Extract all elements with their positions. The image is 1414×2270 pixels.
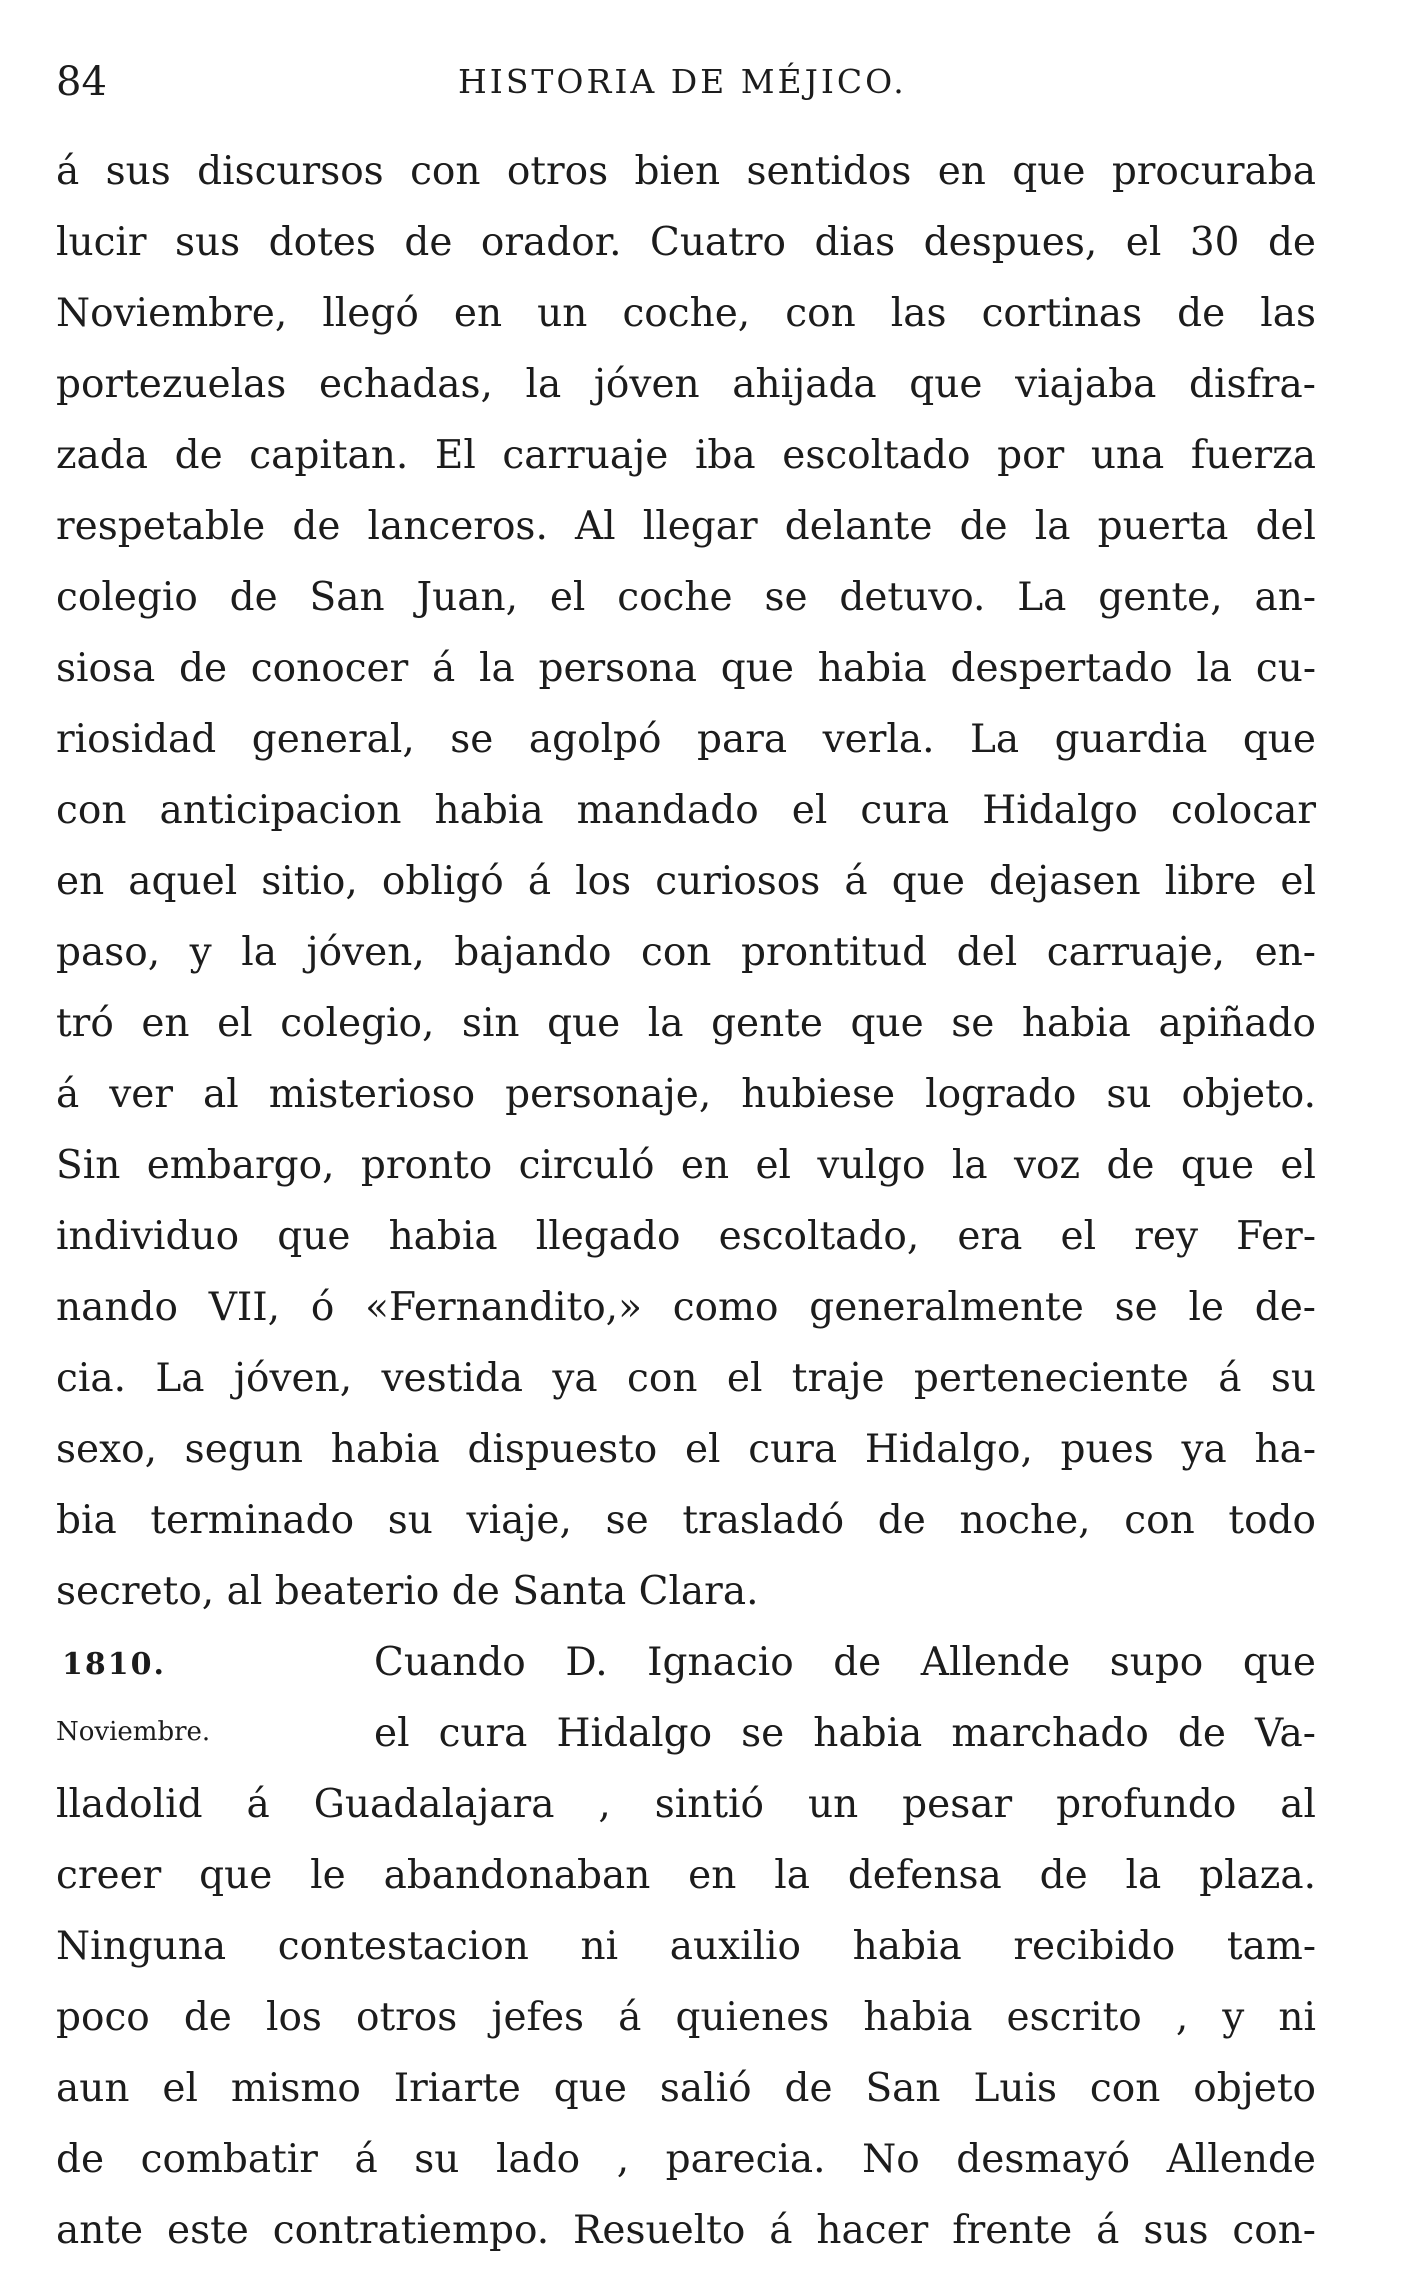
text-line: de combatir á su lado , parecia. No desmayó Allende: [56, 2137, 1316, 2182]
paragraph-2: [56, 1627, 1316, 2266]
text-line: bia terminado su viaje, se trasladó de noche, con todo: [56, 1498, 1316, 1543]
text-line: nando VII, ó «Fernandito,» como generalmente se le de-: [56, 1285, 1316, 1330]
text-line: Ninguna contestacion ni auxilio habia recibido tam-: [56, 1924, 1316, 1969]
text-line: cia. La jóven, vestida ya con el traje perteneciente á su: [56, 1356, 1316, 1401]
text-line: lucir sus dotes de orador. Cuatro dias despues, el 30 de: [56, 220, 1316, 265]
text-line: con anticipacion habia mandado el cura Hidalgo colocar: [56, 788, 1316, 833]
text-line: paso, y la jóven, bajando con prontitud del carruaje, en-: [56, 930, 1316, 975]
text-line: sexo, segun habia dispuesto el cura Hidalgo, pues ya ha-: [56, 1427, 1316, 1472]
page-number: 84: [56, 59, 107, 105]
sidenote-line: [56, 1627, 1316, 1698]
text-line: aun el mismo Iriarte que salió de San Luis con objeto: [56, 2066, 1316, 2111]
text-line: tró en el colegio, sin que la gente que se habia apiñado: [56, 1001, 1316, 1046]
paragraph-1: [56, 136, 1316, 1627]
running-title: HISTORIA DE MÉJICO.: [458, 62, 907, 101]
text-line: en aquel sitio, obligó á los curiosos á que dejasen libre el: [56, 859, 1316, 904]
text-line: creer que le abandonaban en la defensa de la plaza.: [56, 1853, 1316, 1898]
sidenote-line: [56, 1698, 1316, 1769]
text-line: poco de los otros jefes á quienes habia escrito , y ni: [56, 1995, 1316, 2040]
text-line: riosidad general, se agolpó para verla. La guardia que: [56, 717, 1316, 762]
text-line: el cura Hidalgo se habia marchado de Va-: [374, 1711, 1316, 1756]
text-line: siosa de conocer á la persona que habia despertado la cu-: [56, 646, 1316, 691]
sidenote-year: 1810.: [62, 1647, 166, 1682]
text-line: portezuelas echadas, la jóven ahijada que viajaba disfra-: [56, 362, 1316, 407]
body-text: [56, 136, 1316, 2266]
text-line: á sus discursos con otros bien sentidos en que procuraba: [56, 149, 1316, 194]
text-line: zada de capitan. El carruaje iba escoltado por una fuerza: [56, 433, 1316, 478]
text-line: Sin embargo, pronto circuló en el vulgo la voz de que el: [56, 1143, 1316, 1188]
text-line: Cuando D. Ignacio de Allende supo que: [374, 1640, 1316, 1685]
text-line: colegio de San Juan, el coche se detuvo. La gente, an-: [56, 575, 1316, 620]
page-header: [56, 52, 1356, 112]
sidenote-month: Noviembre.: [56, 1717, 211, 1747]
text-line: ante este contratiempo. Resuelto á hacer frente á sus con-: [56, 2208, 1316, 2253]
text-line: Noviembre, llegó en un coche, con las cortinas de las: [56, 291, 1316, 336]
text-line: lladolid á Guadalajara , sintió un pesar profundo al: [56, 1782, 1316, 1827]
text-line: individuo que habia llegado escoltado, era el rey Fer-: [56, 1214, 1316, 1259]
text-line: respetable de lanceros. Al llegar delante de la puerta del: [56, 504, 1316, 549]
text-line: á ver al misterioso personaje, hubiese logrado su objeto.: [56, 1072, 1316, 1117]
text-line: secreto, al beaterio de Santa Clara.: [56, 1569, 759, 1614]
